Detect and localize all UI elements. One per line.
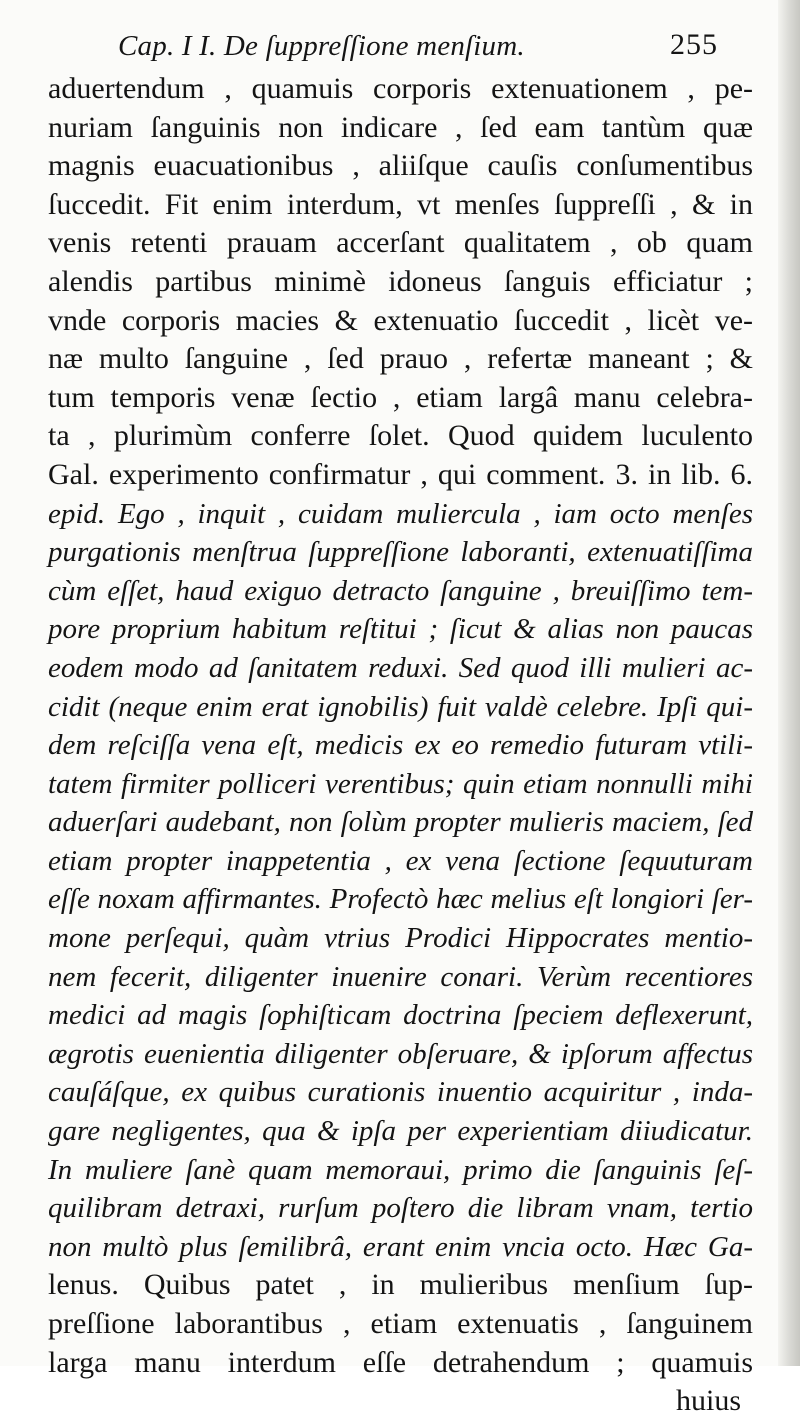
quotation-line: mone perſequi, quàm vtrius Prodici Hippocrates mentio- bbox=[48, 922, 753, 955]
text-line: ta , plurimùm conferre ſolet. Quod quidem luculento bbox=[48, 419, 753, 453]
page-edge-shadow bbox=[778, 0, 800, 1366]
quotation-line: aduerſari audebant, non ſolùm propter mulieris maciem, ſed bbox=[48, 806, 753, 839]
quotation-line: nem fecerit, diligenter inuenire conari. Verùm recentiores bbox=[48, 960, 753, 993]
running-head: Cap. I I. De ſuppreſſione menſium. bbox=[118, 30, 525, 62]
text-line: alendis partibus minimè idoneus ſanguis efficiatur ; bbox=[48, 264, 753, 298]
quotation-line: dem reſciſſa vena eſt, medicis ex eo remedio futuram vtili- bbox=[48, 729, 753, 762]
text-line: larga manu interdum eſſe detrahendum ; quamuis bbox=[48, 1345, 753, 1379]
quotation-line: pore proprium habitum reſtitui ; ſicut & alias non paucas bbox=[48, 613, 753, 646]
text-line: preſſione laborantibus , etiam extenuatis , ſanguinem bbox=[48, 1307, 753, 1340]
quotation-line: eſſe noxam affirmantes. Profectò hæc melius eſt longiori ſer- bbox=[48, 883, 753, 916]
text-line: ſuccedit. Fit enim interdum, vt menſes ſuppreſſi , & in bbox=[48, 187, 753, 221]
quotation-line: cauſáſque, ex quibus curationis inuentio acquiritur , inda- bbox=[48, 1076, 753, 1109]
quotation-line: ægrotis euenientia diligenter obſeruare, & ipſorum affectus bbox=[48, 1037, 753, 1070]
quotation-line: purgationis menſtrua ſuppreſſione laboranti, extenuatiſſima bbox=[48, 536, 753, 569]
quotation-line: In muliere ſanè quam memoraui, primo die ſanguinis ſeſ- bbox=[48, 1153, 753, 1186]
text-line: næ multo ſanguine , ſed prauo , refertæ maneant ; & bbox=[48, 342, 753, 376]
quotation-line: eodem modo ad ſanitatem reduxi. Sed quod illi mulieri ac- bbox=[48, 651, 753, 684]
page-header bbox=[118, 22, 718, 66]
text-line: nuriam ſanguinis non indicare , ſed eam tantùm quæ bbox=[48, 110, 753, 144]
quotation-line: non multò plus ſemilibrâ, erant enim vncia octo. Hæc Ga- bbox=[48, 1230, 753, 1263]
quotation-line: cùm eſſet, haud exiguo detracto ſanguine , breuiſſimo tem- bbox=[48, 574, 753, 607]
text-line: lenus. Quibus patet , in mulieribus menſium ſup- bbox=[48, 1268, 753, 1302]
catchword: huius bbox=[675, 1384, 741, 1418]
text-line: tum temporis venæ ſectio , etiam largâ manu celebra- bbox=[48, 380, 753, 414]
text-line: Gal. experimento confirmatur , qui comment. 3. in lib. 6. bbox=[48, 457, 753, 491]
quotation-line: epid. Ego , inquit , cuidam muliercula , iam octo menſes bbox=[48, 497, 753, 530]
text-line: venis retenti prauam accerſant qualitatem , ob quam bbox=[48, 226, 753, 260]
quotation-line: cidit (neque enim erat ignobilis) fuit valdè celebre. Ipſi qui- bbox=[48, 690, 753, 723]
text-line: aduertendum , quamuis corporis extenuationem , pe- bbox=[48, 72, 753, 105]
text-line: magnis euacuationibus , aliiſque cauſis conſumentibus bbox=[48, 149, 753, 183]
quotation-line: medici ad magis ſophiſticam doctrina ſpeciem deflexerunt, bbox=[48, 999, 753, 1032]
quotation-line: quilibram detraxi, rurſum poſtero die libram vnam, tertio bbox=[48, 1192, 753, 1225]
quotation-line: etiam propter inappetentia , ex vena ſectione ſequuturam bbox=[48, 844, 753, 877]
page-number: 255 bbox=[670, 28, 718, 61]
body-text bbox=[48, 70, 753, 1421]
quotation-line: tatem firmiter polliceri verentibus; quin etiam nonnulli mihi bbox=[48, 767, 753, 800]
text-line: vnde corporis macies & extenuatio ſuccedit , licèt ve- bbox=[48, 303, 753, 337]
quotation-line: gare negligentes, qua & ipſa per experientiam diiudicatur. bbox=[48, 1115, 753, 1148]
